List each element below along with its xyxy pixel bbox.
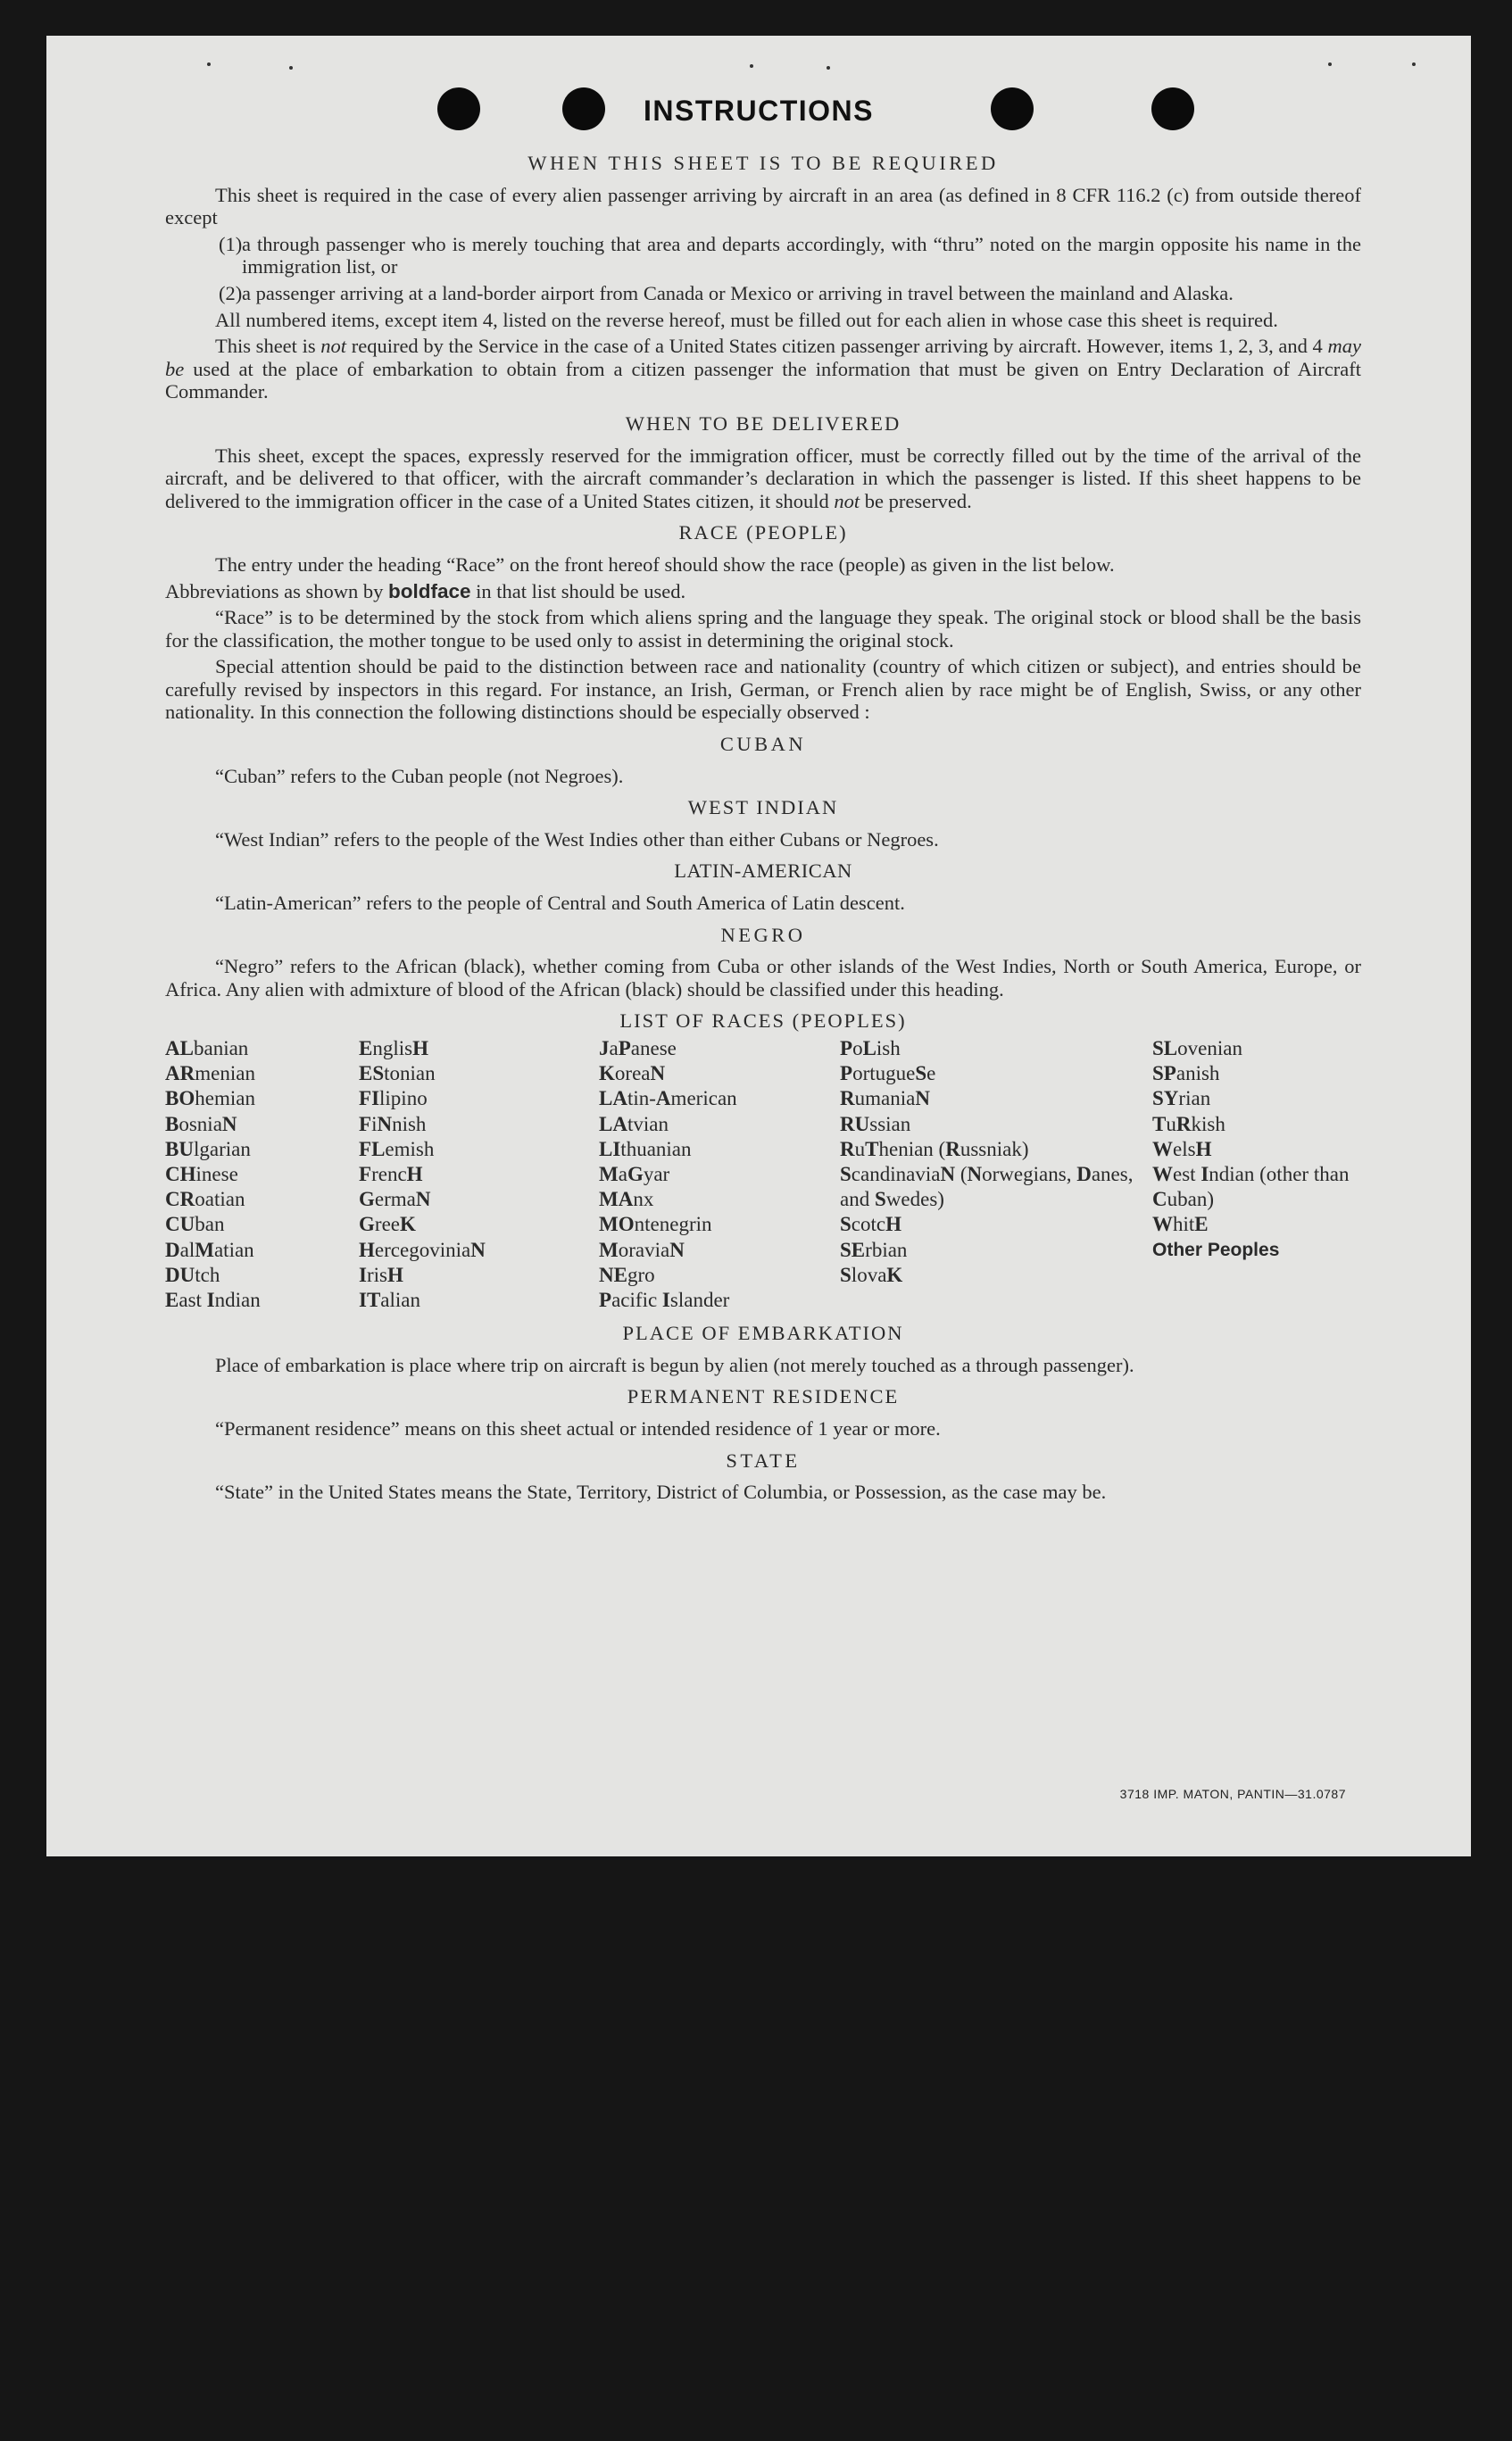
dust-speck: [750, 64, 753, 68]
race-entry: CRoatian: [165, 1188, 245, 1211]
heading-race: RACE (PEOPLE): [678, 521, 848, 544]
race-entry: SPanish: [1152, 1062, 1220, 1085]
race-entry: DalMatian: [165, 1238, 254, 1261]
race-entry: East Indian: [165, 1289, 261, 1312]
text-run: used at the place of embarkation to obtain from a citizen passenger the information that must be given on Entry Declaration of Aircraft Commander.: [165, 357, 1361, 403]
race-entry: Other Peoples: [1152, 1239, 1280, 1260]
paragraph: “State” in the United States means the State, Territory, District of Columbia, or Possession, as the case may be.: [215, 1481, 1107, 1504]
heading-latin-american: LATIN-AMERICAN: [674, 859, 852, 883]
race-entry: WelsH: [1152, 1137, 1212, 1160]
race-entry: CUban: [165, 1213, 225, 1236]
race-column-3: [599, 1036, 840, 1313]
race-column-2: [359, 1036, 599, 1313]
page-title: INSTRUCTIONS: [644, 95, 874, 127]
dust-speck: [1328, 62, 1332, 66]
race-entry: ITalian: [359, 1289, 421, 1312]
race-entry: CHinese: [165, 1163, 238, 1186]
race-entry: EnglisH: [359, 1037, 428, 1059]
emphasis: not: [834, 489, 860, 512]
race-entry: BosniaN: [165, 1112, 237, 1135]
paragraph: “West Indian” refers to the people of the West Indies other than either Cubans or Negroes.: [215, 827, 939, 851]
heading-permanent-residence: PERMANENT RESIDENCE: [627, 1385, 900, 1408]
heading-place-of-embarkation: PLACE OF EMBARKATION: [622, 1322, 904, 1345]
text-run: Abbreviations as shown by: [165, 579, 388, 602]
printer-code: 3718 IMP. MATON, PANTIN—31.0787: [1119, 1787, 1346, 1801]
race-entry: MOntenegrin: [599, 1213, 712, 1236]
race-entry: DUtch: [165, 1263, 220, 1286]
paragraph: [165, 580, 1361, 603]
item-number: (1): [219, 232, 243, 255]
item-text: a passenger arriving at a land-border airport from Canada or Mexico or arriving in travel between the mainland and Alaska.: [242, 281, 1234, 304]
paragraph: [165, 335, 1361, 403]
paragraph: “Permanent residence” means on this sheet actual or intended residence of 1 year or more.: [215, 1417, 941, 1441]
race-entry: KoreaN: [599, 1062, 666, 1085]
race-entry: LAtin-American: [599, 1087, 737, 1110]
race-entry: EStonian: [359, 1062, 436, 1085]
dust-speck: [207, 62, 211, 66]
race-entry: MaGyar: [599, 1163, 670, 1186]
race-list: [165, 1036, 1361, 1313]
race-entry: HercegoviniaN: [359, 1238, 486, 1261]
race-entry: FLemish: [359, 1137, 435, 1160]
paragraph: This sheet is required in the case of every alien passenger arriving by aircraft in an area (as defined in 8 CFR 116.2 (c) from outside thereof except: [165, 183, 1361, 229]
paragraph: “Cuban” refers to the Cuban people (not Negroes).: [215, 764, 624, 787]
paragraph: All numbered items, except item 4, listed on the reverse hereof, must be filled out for each alien in whose case this sheet is required.: [215, 308, 1278, 331]
race-column-5: [1152, 1036, 1361, 1313]
paragraph: Special attention should be paid to the distinction between race and nationality (country of which citizen or subject), and entries should be carefully revised by inspectors in this regard. For instance, an Irish, German, or French alien by race might be of English, Swiss, or any other nationality. In this connection the following distinctions should be especially observed :: [165, 655, 1361, 724]
race-entry: SYrian: [1152, 1087, 1211, 1110]
heading-list-of-races: LIST OF RACES (PEOPLES): [619, 1009, 907, 1033]
race-entry: FIlipino: [359, 1087, 428, 1110]
paragraph: The entry under the heading “Race” on the front hereof should show the race (people) as given in the list below.: [215, 552, 1115, 576]
race-entry: LAtvian: [599, 1112, 669, 1135]
race-entry: ARmenian: [165, 1062, 255, 1085]
text-run: be preserved.: [860, 489, 972, 512]
race-entry: BUlgarian: [165, 1137, 251, 1160]
race-entry: FrencH: [359, 1163, 423, 1186]
heading-when-delivered: WHEN TO BE DELIVERED: [625, 411, 901, 435]
heading-state: STATE: [726, 1449, 801, 1472]
race-entry: JaPanese: [599, 1037, 677, 1059]
heading-west-indian: WEST INDIAN: [687, 796, 839, 819]
paragraph: Place of embarkation is place where trip on aircraft is begun by alien (not merely touched as a through passenger).: [215, 1353, 1134, 1376]
document-sheet: [46, 36, 1471, 1856]
race-entry: RUssian: [840, 1112, 911, 1135]
race-entry: ScandinaviaN (Norwegians, Danes, and Swedes): [840, 1163, 1134, 1211]
race-entry: RumaniaN: [840, 1087, 930, 1110]
paragraph: “Negro” refers to the African (black), whether coming from Cuba or other islands of the West Indies, North or South America, Europe, or Africa. Any alien with admixture of blood of the African (black) should be classified under this heading.: [165, 955, 1361, 1000]
boldface-sample: boldface: [387, 579, 471, 602]
text-run: in that list should be used.: [470, 579, 686, 602]
race-entry: SErbian: [840, 1238, 908, 1261]
race-entry: GermaN: [359, 1188, 431, 1211]
race-entry: LIthuanian: [599, 1137, 692, 1160]
emphasis: not: [320, 335, 347, 358]
exception-item-2: [165, 282, 1361, 305]
race-entry: ScotcH: [840, 1213, 902, 1236]
heading-cuban: CUBAN: [719, 733, 807, 756]
race-entry: MoraviaN: [599, 1238, 685, 1261]
instructions-body: [165, 143, 1361, 1507]
dust-speck: [1412, 62, 1416, 66]
text-run: This sheet, except the spaces, expressly reserved for the immigration officer, must be correctly filled out by the time of the arrival of the aircraft, and be delivered to that officer, with the aircraft commander’s declaration in which the passenger is listed. If this sheet happens to be delivered to the immigration officer in the case of a United States citizen, it should: [165, 444, 1361, 512]
race-entry: WhitE: [1152, 1213, 1209, 1236]
race-entry: BOhemian: [165, 1087, 255, 1110]
race-entry: RuThenian (Russniak): [840, 1137, 1029, 1160]
race-entry: PoLish: [840, 1037, 901, 1059]
item-number: (2): [219, 281, 243, 304]
race-entry: SLovenian: [1152, 1037, 1242, 1059]
race-entry: SlovaK: [840, 1263, 903, 1286]
race-entry: IrisH: [359, 1263, 403, 1286]
race-column-1: [165, 1036, 359, 1313]
emphasis: may be: [165, 335, 1361, 380]
paragraph: “Race” is to be determined by the stock from which aliens spring and the language they speak. The original stock or blood shall be the basis for the classification, the mother tongue to be used only to assist in determining the original stock.: [165, 606, 1361, 652]
race-column-4: [840, 1036, 1152, 1313]
race-entry: NEgro: [599, 1263, 655, 1286]
item-text: a through passenger who is merely touching that area and departs accordingly, with “thru” noted on the margin opposite his name in the immigration list, or: [242, 232, 1361, 278]
race-entry: Pacific Islander: [599, 1289, 730, 1312]
text-run: required by the Service in the case of a United States citizen passenger arriving by aircraft. However, items 1, 2, 3, and 4: [346, 335, 1328, 358]
paragraph: [165, 444, 1361, 513]
paragraph: “Latin-American” refers to the people of Central and South America of Latin descent.: [215, 892, 905, 915]
race-entry: FiNnish: [359, 1112, 427, 1135]
exception-item-1: [165, 233, 1361, 278]
dust-speck: [827, 66, 830, 70]
heading-negro: NEGRO: [720, 923, 806, 946]
race-entry: TuRkish: [1152, 1112, 1225, 1135]
race-entry: West Indian (other than Cuban): [1152, 1163, 1350, 1211]
race-entry: PortugueSe: [840, 1062, 936, 1085]
text-run: This sheet is: [215, 335, 321, 358]
race-entry: ALbanian: [165, 1037, 249, 1059]
dust-speck: [289, 66, 293, 70]
race-entry: GreeK: [359, 1213, 416, 1236]
race-entry: MAnx: [599, 1188, 654, 1211]
heading-when-required: WHEN THIS SHEET IS TO BE REQUIRED: [528, 152, 999, 174]
